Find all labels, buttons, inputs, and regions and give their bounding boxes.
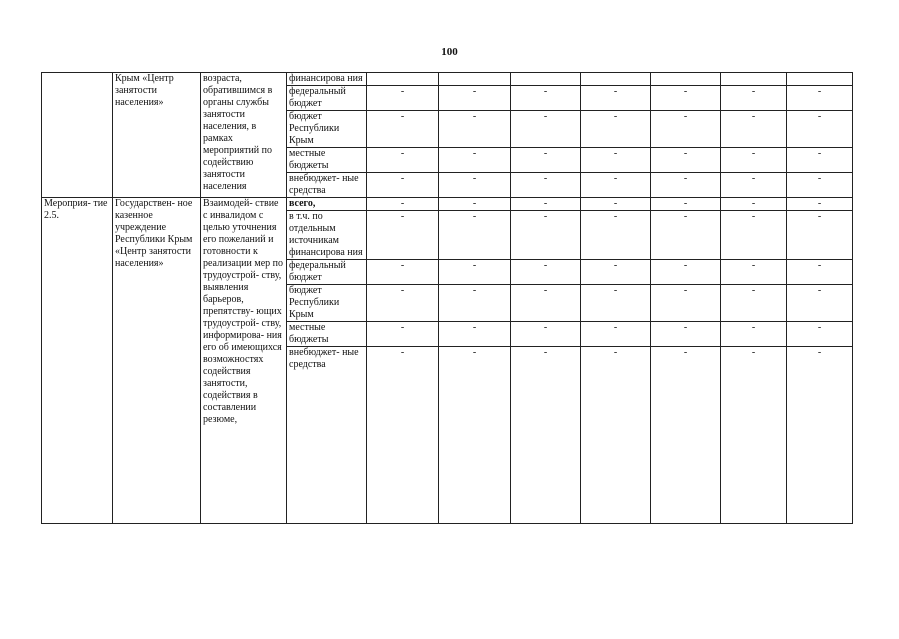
value-cell: -	[721, 347, 787, 524]
value-cell: -	[511, 285, 581, 322]
value-cell: -	[651, 173, 721, 198]
value-cell: -	[787, 111, 853, 148]
funding-source-cell: финансирова ния	[287, 73, 367, 86]
value-cell: -	[439, 322, 511, 347]
value-cell	[367, 73, 439, 86]
funding-source-cell: всего,	[287, 198, 367, 211]
value-cell: -	[511, 211, 581, 260]
value-cell: -	[511, 148, 581, 173]
measure-description-cell: Взаимодей- ствие с инвалидом с целью уточнения его пожеланий и готовности к реализации мер по трудоустрой- ству, выявления барьеров, препятству- ющих трудоустрой- ству, информирова- ния его об имеющихся возможностях содействия занятости, содействия в составлении резюме,	[201, 198, 287, 524]
funding-source-cell: местные бюджеты	[287, 322, 367, 347]
value-cell: -	[721, 148, 787, 173]
value-cell: -	[787, 347, 853, 524]
value-cell: -	[651, 322, 721, 347]
value-cell: -	[721, 285, 787, 322]
value-cell: -	[439, 111, 511, 148]
executor-cell: Крым «Центр занятости населения»	[113, 73, 201, 198]
value-cell: -	[511, 173, 581, 198]
funding-source-cell: внебюджет- ные средства	[287, 173, 367, 198]
value-cell: -	[367, 111, 439, 148]
executor-cell: Государствен- ное казенное учреждение Республики Крым «Центр занятости населения»	[113, 198, 201, 524]
value-cell: -	[721, 173, 787, 198]
value-cell: -	[721, 211, 787, 260]
value-cell: -	[787, 322, 853, 347]
value-cell: -	[581, 198, 651, 211]
value-cell: -	[511, 347, 581, 524]
value-cell: -	[581, 260, 651, 285]
value-cell: -	[787, 148, 853, 173]
value-cell: -	[581, 173, 651, 198]
value-cell	[721, 73, 787, 86]
value-cell: -	[511, 260, 581, 285]
value-cell: -	[367, 285, 439, 322]
value-cell: -	[439, 347, 511, 524]
funding-source-cell: бюджет Республики Крым	[287, 285, 367, 322]
value-cell: -	[511, 86, 581, 111]
value-cell: -	[651, 285, 721, 322]
value-cell: -	[787, 260, 853, 285]
value-cell: -	[721, 260, 787, 285]
value-cell	[787, 73, 853, 86]
value-cell: -	[581, 211, 651, 260]
value-cell: -	[721, 322, 787, 347]
funding-source-cell: местные бюджеты	[287, 148, 367, 173]
value-cell: -	[787, 198, 853, 211]
value-cell: -	[511, 322, 581, 347]
value-cell: -	[439, 285, 511, 322]
funding-source-cell: внебюджет- ные средства	[287, 347, 367, 524]
measure-code-cell	[42, 73, 113, 198]
value-cell: -	[581, 148, 651, 173]
value-cell: -	[439, 198, 511, 211]
value-cell: -	[651, 211, 721, 260]
value-cell: -	[721, 86, 787, 111]
value-cell: -	[367, 322, 439, 347]
financing-table	[41, 72, 853, 524]
value-cell: -	[367, 347, 439, 524]
measure-description-cell: возраста, обратившимся в органы службы занятости населения, в рамках мероприятий по содействию занятости населения	[201, 73, 287, 198]
value-cell: -	[721, 198, 787, 211]
value-cell: -	[367, 148, 439, 173]
table-row	[42, 198, 853, 211]
value-cell	[651, 73, 721, 86]
value-cell: -	[651, 347, 721, 524]
value-cell: -	[651, 260, 721, 285]
measure-code-cell: Мероприя- тие 2.5.	[42, 198, 113, 524]
table-row	[42, 73, 853, 86]
value-cell: -	[581, 86, 651, 111]
value-cell: -	[439, 148, 511, 173]
value-cell: -	[439, 211, 511, 260]
value-cell: -	[439, 173, 511, 198]
value-cell: -	[581, 322, 651, 347]
value-cell: -	[367, 86, 439, 111]
value-cell	[581, 73, 651, 86]
funding-source-cell: в т.ч. по отдельным источникам финансирова ния	[287, 211, 367, 260]
value-cell: -	[511, 111, 581, 148]
value-cell: -	[367, 260, 439, 285]
value-cell: -	[581, 111, 651, 148]
value-cell: -	[651, 198, 721, 211]
value-cell: -	[581, 285, 651, 322]
value-cell: -	[581, 347, 651, 524]
value-cell	[511, 73, 581, 86]
value-cell: -	[511, 198, 581, 211]
value-cell: -	[787, 211, 853, 260]
funding-source-cell: бюджет Республики Крым	[287, 111, 367, 148]
value-cell: -	[651, 111, 721, 148]
value-cell: -	[367, 211, 439, 260]
funding-source-cell: федеральный бюджет	[287, 86, 367, 111]
value-cell: -	[367, 173, 439, 198]
value-cell: -	[439, 260, 511, 285]
value-cell: -	[787, 86, 853, 111]
value-cell: -	[787, 173, 853, 198]
value-cell	[439, 73, 511, 86]
value-cell: -	[787, 285, 853, 322]
funding-source-cell: федеральный бюджет	[287, 260, 367, 285]
value-cell: -	[367, 198, 439, 211]
value-cell: -	[721, 111, 787, 148]
value-cell: -	[439, 86, 511, 111]
value-cell: -	[651, 148, 721, 173]
value-cell: -	[651, 86, 721, 111]
page-number: 100	[441, 46, 458, 58]
